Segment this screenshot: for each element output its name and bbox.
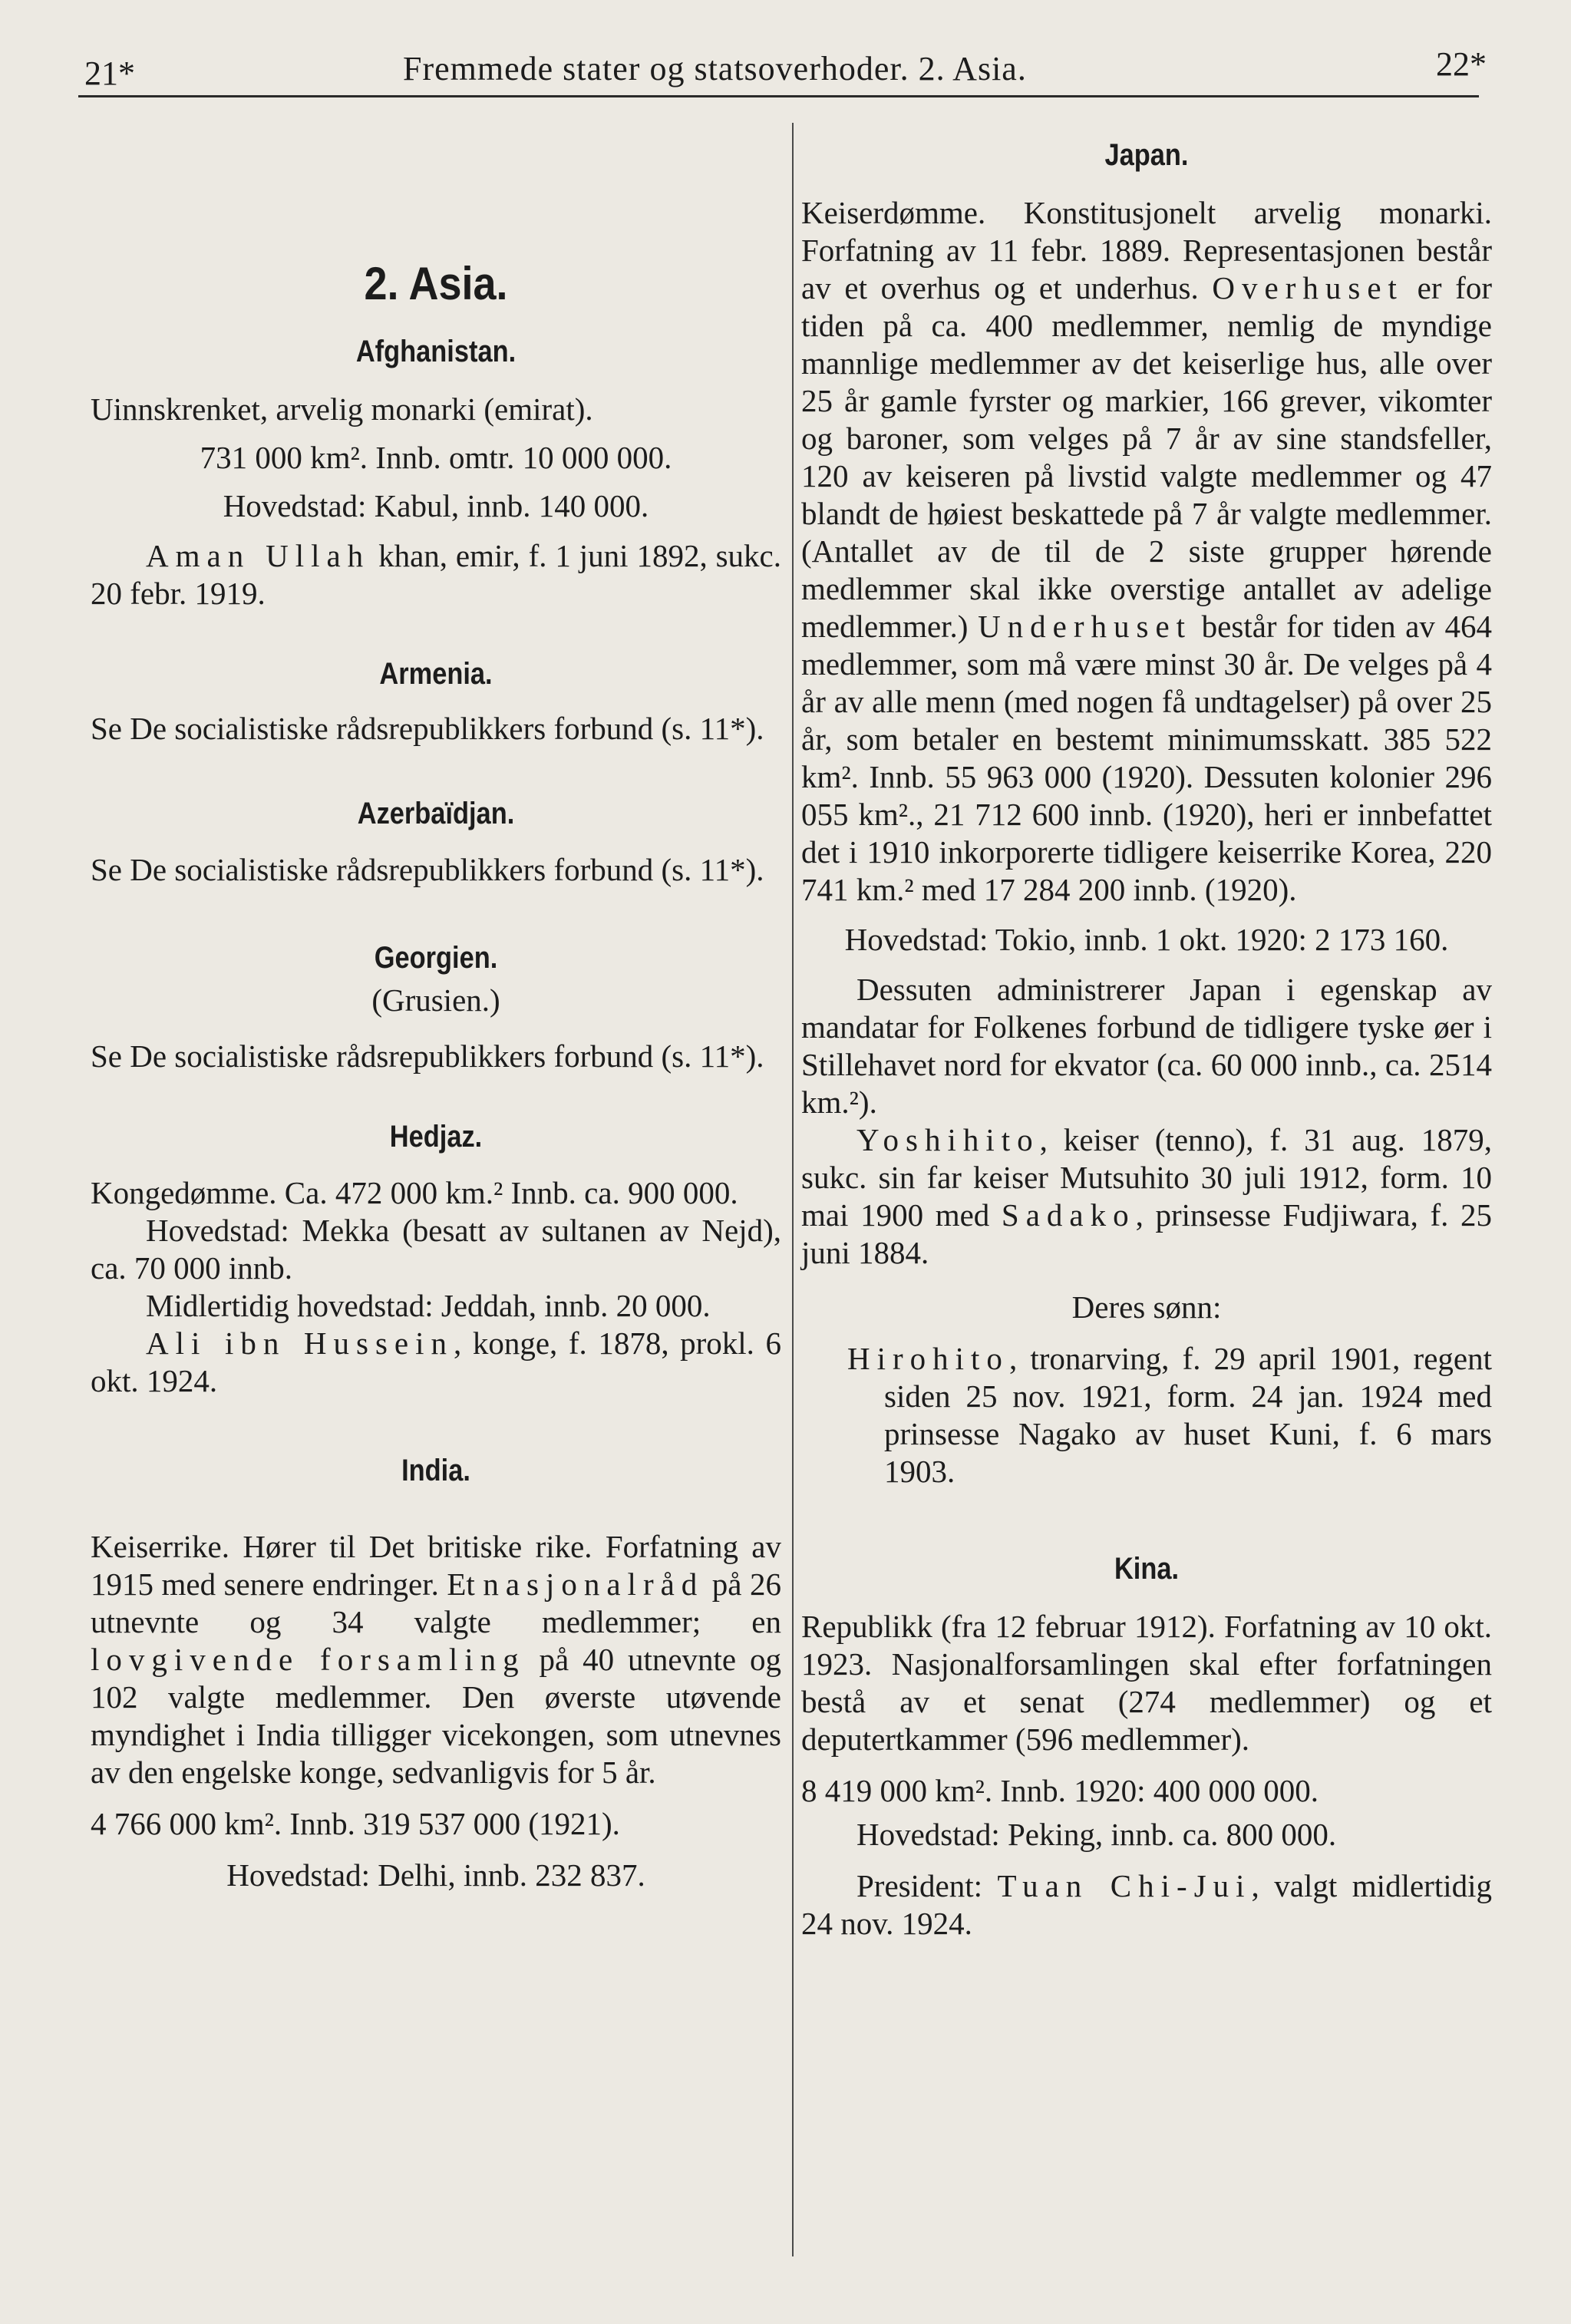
left-column (91, 123, 781, 1894)
heading-hedjaz: Hedjaz. (389, 1120, 483, 1154)
running-head (84, 45, 1487, 98)
hedjaz-government: Kongedømme. Ca. 472 000 km.² Innb. ca. 900 000. (91, 1175, 738, 1210)
column-divider (792, 123, 794, 2256)
japan-crown-prince: Hirohito, tronarving, f. 29 april 1901, regent siden 25 nov. 1921, form. 24 jan. 1924 med prinsesse Nagako av huset Kuni, f. 6 mars 1903. (847, 1341, 1492, 1489)
afghanistan-ruler: Aman Ullah khan, emir, f. 1 juni 1892, sukc. 20 febr. 1919. (91, 538, 781, 611)
heading-kina: Kina. (1114, 1552, 1180, 1586)
kina-president: President: Tuan Chi-Jui, valgt midlertidig 24 nov. 1924. (801, 1868, 1492, 1941)
india-government: Keiserrike. Hører til Det britiske rike. Forfatning av 1915 med senere endringer. Et nasjonalråd på 26 utnevnte og 34 valgte medlemmer; en lovgivende forsamling på 40 utnevnte og 102 valgte medlemmer. Den øverste utøvende myndighet i India tilligger vicekongen, som utnevnes av den engelske konge, sedvanligvis for 5 år. (91, 1529, 781, 1790)
hedjaz-capital: Hovedstad: Mekka (besatt av sultanen av Nejd), ca. 70 000 innb. (91, 1213, 781, 1286)
heading-armenia: Armenia. (379, 657, 493, 691)
heading-india: India. (401, 1454, 470, 1487)
armenia-text: Se De socialistiske rådsrepublikkers forbund (s. 11*). (91, 711, 764, 746)
kina-capital: Hovedstad: Peking, innb. ca. 800 000. (856, 1817, 1337, 1852)
right-column (801, 123, 1492, 1943)
azerbaidjan-text: Se De socialistiske rådsrepublikkers forbund (s. 11*). (91, 852, 764, 887)
japan-son-label: Deres sønn: (1071, 1289, 1222, 1325)
hedjaz-temp-capital: Midlertidig hovedstad: Jeddah, innb. 20 000. (146, 1288, 711, 1323)
page-number-right: 22* (1436, 45, 1487, 83)
afghanistan-government: Uinnskrenket, arvelig monarki (emirat). (91, 391, 593, 427)
hedjaz-ruler: Ali ibn Hussein, konge, f. 1878, prokl. 6 okt. 1924. (91, 1325, 781, 1398)
japan-mandate: Dessuten administrerer Japan i egenskap av mandatar for Folkenes forbund de tidligere tyske øer i Stillehavet nord for ekvator (ca. 60 000 innb., ca. 2514 km.²). (801, 972, 1492, 1120)
heading-afghanistan: Afghanistan. (355, 335, 517, 368)
japan-government: Keiserdømme. Konstitusjonelt arvelig monarki. Forfatning av 11 febr. 1889. Representasjonen består av et overhus og et underhus. Overhuset er for tiden på ca. 400 medlemmer, nemlig de myndige mannlige medlemmer av det keiserlige hus, alle over 25 år gamle fyrster og markier, 166 grever, vikomter og baroner, som velges på 7 år av sine standsfeller, 120 av keiseren på livstid valgte medlemmer og 47 blandt de høiest beskattede på 7 år valgte medlemmer. (Antallet av de til de 2 siste grupper hørende medlemmer skal ikke overstige antallet av adelige medlemmer.) Underhuset består for tiden av 464 medlemmer, som må være minst 30 år. De velges på 4 år av alle menn (med nogen få undtagelser) på over 25 år, som betaler en bestemt minimumsskatt. 385 522 km². Innb. 55 963 000 (1920). Dessuten kolonier 296 055 km²., 21 712 600 innb. (1920), heri er innbefattet det i 1910 inkorporerte tidligere keiserrike Korea, 220 741 km.² med 17 284 200 innb. (1920). (801, 195, 1492, 907)
ruler-name: Aman Ullah (146, 538, 371, 573)
india-area: 4 766 000 km². Innb. 319 537 000 (1921). (91, 1806, 620, 1841)
kina-area: 8 419 000 km². Innb. 1920: 400 000 000. (801, 1773, 1319, 1808)
heading-georgien: Georgien. (374, 941, 498, 975)
page-number-left: 21* (84, 54, 135, 92)
ruler-name: Yoshihito (856, 1122, 1040, 1157)
georgien-subheading: (Grusien.) (371, 982, 500, 1018)
ruler-name: Ali ibn Hussein (146, 1325, 454, 1361)
header-rule (78, 95, 1479, 97)
heading-azerbaidjan: Azerbaïdjan. (357, 797, 515, 830)
japan-emperor: Yoshihito, keiser (tenno), f. 31 aug. 1879, sukc. sin far keiser Mutsuhito 30 juli 1912, form. 10 mai 1900 med Sadako, prinsesse Fudjiwara, f. 25 juni 1884. (801, 1122, 1492, 1270)
heading-japan: Japan. (1104, 138, 1189, 172)
japan-capital: Hovedstad: Tokio, innb. 1 okt. 1920: 2 173 160. (844, 922, 1449, 957)
section-title: 2. Asia. (364, 258, 508, 309)
kina-government: Republikk (fra 12 februar 1912). Forfatning av 10 okt. 1923. Nasjonalforsamlingen skal efter forfatningen bestå av et senat (274 medlemmer) og et deputertkammer (596 medlemmer). (801, 1609, 1492, 1757)
georgien-text: Se De socialistiske rådsrepublikkers forbund (s. 11*). (91, 1038, 764, 1074)
running-title: Fremmede stater og statsoverhoder. 2. Asia. (403, 50, 1027, 87)
afghanistan-capital: Hovedstad: Kabul, innb. 140 000. (223, 488, 649, 523)
afghanistan-area: 731 000 km². Innb. omtr. 10 000 000. (200, 440, 672, 475)
india-capital: Hovedstad: Delhi, innb. 232 837. (226, 1857, 645, 1893)
